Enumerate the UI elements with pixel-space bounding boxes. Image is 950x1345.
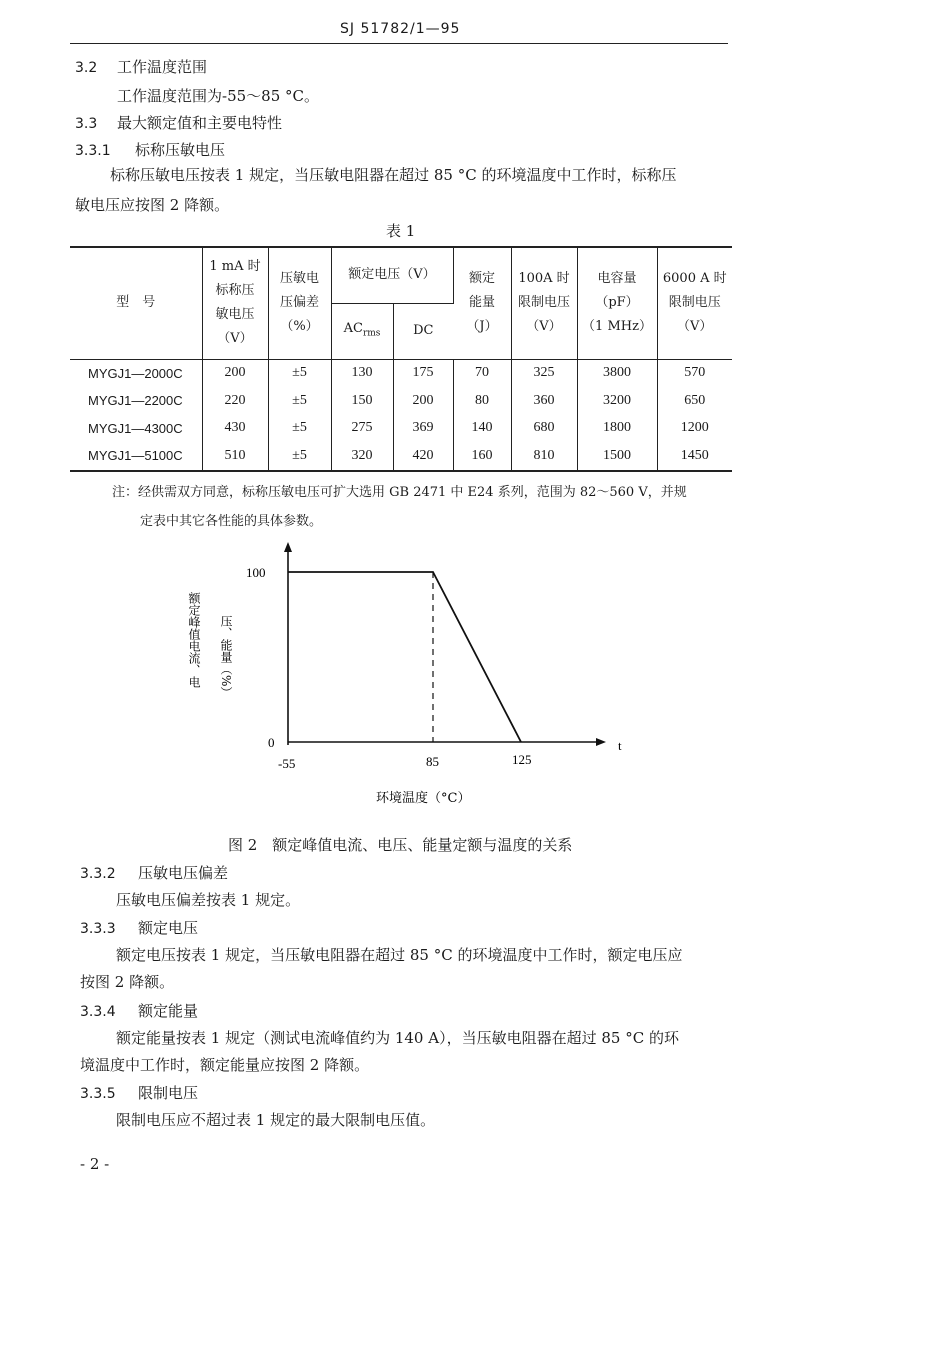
- table-row: [70, 359, 732, 387]
- section-3-3-2-title: 压敏电压偏差: [138, 864, 229, 882]
- table-cell-capacitance: 1800: [577, 415, 657, 443]
- table-cell-capacitance: 1500: [577, 442, 657, 471]
- table-cell-nominal-v: 510: [202, 442, 268, 471]
- header-deviation: 压敏电 压偏差 （%）: [268, 247, 331, 359]
- x-tick-125: 125: [512, 752, 532, 767]
- table-cell-energy: 140: [453, 415, 511, 443]
- header-clamp-6000a: 6000 A 时 限制电压 （V）: [657, 247, 732, 359]
- table-cell-deviation: ±5: [268, 415, 331, 443]
- table-1-note: [112, 478, 732, 536]
- x-axis-label: 环境温度（°C）: [376, 791, 471, 806]
- table-cell-model: MYGJ1—2200C: [70, 387, 202, 415]
- section-3-3-3-body-line2: 按图 2 降额。: [80, 973, 175, 991]
- table-cell-deviation: ±5: [268, 359, 331, 387]
- table-cell-clamp-6000a: 650: [684, 392, 706, 408]
- x-tick-neg55: -55: [278, 756, 296, 771]
- table-row: [70, 387, 732, 415]
- section-3-3-3-title: 额定电压: [138, 919, 199, 937]
- table-cell-dc: 175: [393, 359, 453, 387]
- y-axis-arrow: [284, 542, 292, 552]
- table-1-title: 表 1: [386, 222, 416, 240]
- table-cell-model: MYGJ1—4300C: [70, 415, 202, 443]
- section-3-2-body: 工作温度范围为-55～85 °C。: [117, 87, 319, 105]
- table-cell-energy: 80: [453, 387, 511, 415]
- figure-2-caption: 图 2 额定峰值电流、电压、能量定额与温度的关系: [228, 836, 573, 854]
- table-cell-clamp-6000a: 570: [684, 365, 706, 381]
- table-cell-nominal-v: 430: [202, 415, 268, 443]
- section-3-2-number: 3.2: [75, 60, 98, 76]
- table-1: [70, 246, 732, 472]
- table-cell-capacitance: 3200: [577, 387, 657, 415]
- derating-curve: [288, 572, 521, 742]
- section-3-3-1-number: 3.3.1: [75, 143, 111, 159]
- section-3-3-4-number: 3.3.4: [80, 1004, 116, 1020]
- table-cell-clamp-100a: 680: [511, 415, 577, 443]
- header-model: 型 号: [70, 247, 202, 359]
- table-cell-dc: 200: [393, 387, 453, 415]
- section-3-3-title: 最大额定值和主要电特性: [117, 114, 283, 132]
- table-cell-ac: 150: [331, 387, 393, 415]
- header-energy: 额定 能量 （J）: [453, 247, 511, 359]
- y-tick-100: 100: [246, 565, 266, 580]
- section-3-3-number: 3.3: [75, 116, 98, 132]
- section-3-3-5-number: 3.3.5: [80, 1086, 116, 1102]
- section-3-3-5-body: 限制电压应不超过表 1 规定的最大限制电压值。: [116, 1111, 436, 1129]
- table-cell-energy: 70: [453, 359, 511, 387]
- table-cell-energy: 160: [453, 442, 511, 471]
- section-3-3-1-body-line2: 敏电压应按图 2 降额。: [75, 196, 230, 214]
- section-3-3-2-number: 3.3.2: [80, 866, 116, 882]
- table-cell-clamp-6000a: 1450: [657, 442, 732, 471]
- table-cell-deviation: ±5: [268, 442, 331, 471]
- x-axis-arrow: [596, 738, 606, 746]
- header-clamp-100a: 100A 时 限制电压 （V）: [511, 247, 577, 359]
- header-ac: $AC_{rms}$: [331, 303, 393, 359]
- table-cell-dc: 369: [393, 415, 453, 443]
- section-3-3-4-body-line1: 额定能量按表 1 规定（测试电流峰值约为 140 A），当压敏电阻器在超过 85 °C 的环: [116, 1029, 679, 1047]
- document-code: SJ 51782/1—95: [340, 21, 461, 37]
- section-3-3-1-title: 标称压敏电压: [135, 141, 226, 159]
- table-cell-ac: 320: [331, 442, 393, 471]
- x-axis-letter: t: [618, 738, 622, 753]
- table-cell-nominal-v: 200: [202, 359, 268, 387]
- section-3-2-title: 工作温度范围: [117, 58, 208, 76]
- table-cell-deviation: ±5: [268, 387, 331, 415]
- section-3-3-3-body-line1: 额定电压按表 1 规定，当压敏电阻器在超过 85 °C 的环境温度中工作时，额定电压应: [116, 946, 683, 964]
- y-tick-0: 0: [268, 735, 275, 750]
- table-cell-model: MYGJ1—5100C: [70, 442, 202, 471]
- section-3-3-5-title: 限制电压: [138, 1084, 199, 1102]
- section-3-3-3-number: 3.3.3: [80, 921, 116, 937]
- page-number: - 2 -: [80, 1155, 110, 1173]
- table-cell-dc: 420: [393, 442, 453, 471]
- table-1-note-line1: 注：经供需双方同意，标称压敏电压可扩大选用 GB 2471 中 E24 系列，范围为 82～560 V，并规: [112, 485, 687, 500]
- x-tick-85: 85: [426, 754, 439, 769]
- section-3-3-2-body: 压敏电压偏差按表 1 规定。: [116, 891, 301, 909]
- section-3-3-4-title: 额定能量: [138, 1002, 199, 1020]
- table-cell-clamp-100a: 325: [511, 359, 577, 387]
- figure-2-chart: [180, 540, 640, 810]
- table-cell-clamp-100a: 360: [511, 387, 577, 415]
- section-3-3-1-body-line1: 标称压敏电压按表 1 规定，当压敏电阻器在超过 85 °C 的环境温度中工作时，标称压: [110, 166, 677, 184]
- table-row: [70, 415, 732, 443]
- table-1-note-line2: 定表中其它各性能的具体参数。: [140, 514, 323, 529]
- table-cell-ac: 275: [331, 415, 393, 443]
- table-cell-model: MYGJ1—2000C: [70, 359, 202, 387]
- header-dc: DC: [393, 303, 453, 359]
- table-cell-capacitance: 3800: [577, 359, 657, 387]
- header-rated-voltage: 额定电压（V）: [331, 247, 453, 303]
- header-rule: [70, 43, 728, 44]
- y-axis-label-col1: 额定峰值电流、电: [187, 592, 201, 688]
- y-axis-label-col2: 压、能量（%）: [219, 615, 233, 699]
- table-cell-nominal-v: 220: [202, 387, 268, 415]
- table-cell-clamp-100a: 810: [511, 442, 577, 471]
- section-3-3-4-body-line2: 境温度中工作时，额定能量应按图 2 降额。: [80, 1056, 370, 1074]
- table-cell-clamp-6000a: 1200: [680, 420, 709, 436]
- header-capacitance: 电容量 （pF） （1 MHz）: [577, 247, 657, 359]
- header-nominal-voltage: 1 mA 时 标称压 敏电压 （V）: [202, 247, 268, 359]
- table-row: [70, 442, 732, 471]
- table-cell-ac: 130: [331, 359, 393, 387]
